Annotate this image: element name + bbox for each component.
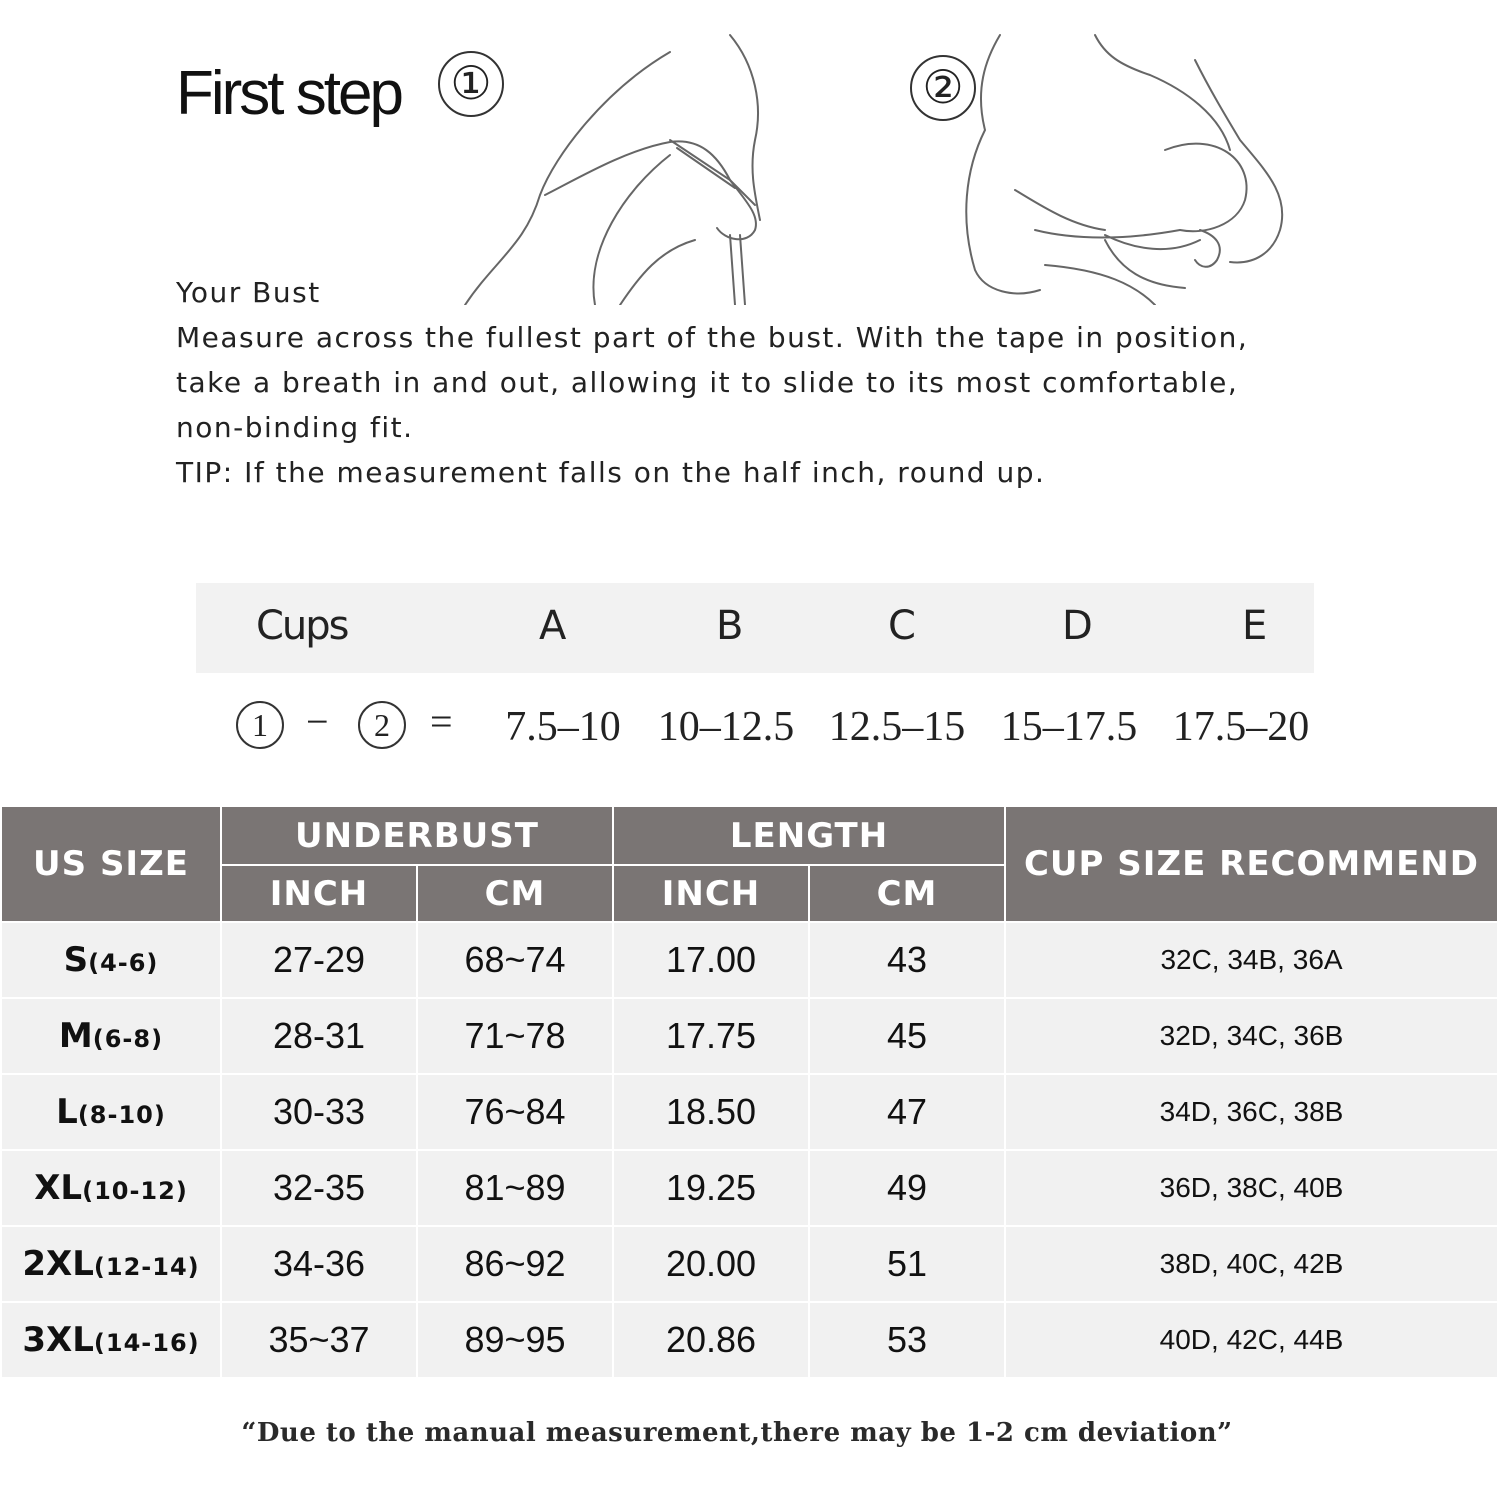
cup-recommend-cell: 38D, 40C, 42B <box>1005 1226 1498 1302</box>
cup-range-e: 17.5–20 <box>1172 704 1310 750</box>
cups-label: Cups <box>256 603 348 649</box>
cup-recommend-cell: 32C, 34B, 36A <box>1005 922 1498 998</box>
size-label: 3XL(14-16) <box>1 1302 221 1378</box>
cup-recommend-cell: 40D, 42C, 44B <box>1005 1302 1498 1378</box>
size-table <box>0 805 1499 1379</box>
length-cm-cell: 43 <box>809 922 1005 998</box>
table-row <box>1 1302 1498 1378</box>
cup-a: A <box>539 603 567 649</box>
step-title: First step <box>176 59 401 128</box>
bust-measure-illustration <box>455 30 805 305</box>
instructions <box>176 270 1326 495</box>
size-label: S(4-6) <box>1 922 221 998</box>
cup-recommend-cell: 36D, 38C, 40B <box>1005 1150 1498 1226</box>
underbust-inch-cell: 34-36 <box>221 1226 417 1302</box>
step-marker-2: ② <box>910 55 976 121</box>
table-row <box>1 998 1498 1074</box>
table-row <box>1 1074 1498 1150</box>
cup-range-b: 10–12.5 <box>657 704 795 750</box>
formula-marker-1: 1 <box>236 697 284 749</box>
cup-e: E <box>1242 603 1268 649</box>
underbust-inch-cell: 27-29 <box>221 922 417 998</box>
cup-recommend-cell: 34D, 36C, 38B <box>1005 1074 1498 1150</box>
length-cm-cell: 47 <box>809 1074 1005 1150</box>
length-inch-cell: 17.75 <box>613 998 809 1074</box>
cup-range-d: 15–17.5 <box>1000 704 1138 750</box>
size-label: 2XL(12-14) <box>1 1226 221 1302</box>
underbust-cm-cell: 81~89 <box>417 1150 613 1226</box>
size-label: M(6-8) <box>1 998 221 1074</box>
header-underbust-cm: CM <box>417 865 613 922</box>
header-underbust: UNDERBUST <box>221 806 613 865</box>
cup-range-c: 12.5–15 <box>828 704 966 750</box>
cup-d: D <box>1062 603 1093 649</box>
underbust-measure-illustration <box>955 30 1295 305</box>
formula-equals: = <box>430 699 453 744</box>
header-us-size: US SIZE <box>1 806 221 922</box>
length-cm-cell: 53 <box>809 1302 1005 1378</box>
underbust-cm-cell: 68~74 <box>417 922 613 998</box>
underbust-cm-cell: 86~92 <box>417 1226 613 1302</box>
formula-marker-2: 2 <box>358 697 406 749</box>
underbust-cm-cell: 71~78 <box>417 998 613 1074</box>
step-marker-1: ① <box>438 51 504 117</box>
cup-b: B <box>716 603 744 649</box>
cup-recommend-cell: 32D, 34C, 36B <box>1005 998 1498 1074</box>
cup-c: C <box>888 603 916 649</box>
cup-header-band <box>196 583 1314 673</box>
deviation-note: “Due to the manual measurement,there may be 1-2 cm deviation” <box>241 1418 1233 1448</box>
underbust-cm-cell: 76~84 <box>417 1074 613 1150</box>
header-length-inch: INCH <box>613 865 809 922</box>
table-row <box>1 1226 1498 1302</box>
table-row <box>1 1150 1498 1226</box>
underbust-inch-cell: 28-31 <box>221 998 417 1074</box>
underbust-inch-cell: 30-33 <box>221 1074 417 1150</box>
underbust-inch-cell: 35~37 <box>221 1302 417 1378</box>
instructions-line-3: non-binding fit. <box>176 411 414 444</box>
underbust-cm-cell: 89~95 <box>417 1302 613 1378</box>
length-inch-cell: 20.86 <box>613 1302 809 1378</box>
length-cm-cell: 49 <box>809 1150 1005 1226</box>
size-label: L(8-10) <box>1 1074 221 1150</box>
table-row <box>1 922 1498 998</box>
length-inch-cell: 20.00 <box>613 1226 809 1302</box>
header-length-cm: CM <box>809 865 1005 922</box>
formula-minus: − <box>306 699 329 744</box>
length-inch-cell: 19.25 <box>613 1150 809 1226</box>
instructions-line-2: take a breath in and out, allowing it to slide to its most comfortable, <box>176 366 1239 399</box>
length-inch-cell: 17.00 <box>613 922 809 998</box>
underbust-inch-cell: 32-35 <box>221 1150 417 1226</box>
header-cup-recommend: CUP SIZE RECOMMEND <box>1005 806 1498 922</box>
header-underbust-inch: INCH <box>221 865 417 922</box>
instructions-tip: TIP: If the measurement falls on the half inch, round up. <box>176 456 1046 489</box>
cup-range-a: 7.5–10 <box>505 704 621 750</box>
instructions-heading: Your Bust <box>176 276 321 309</box>
length-cm-cell: 51 <box>809 1226 1005 1302</box>
header-length: LENGTH <box>613 806 1005 865</box>
size-label: XL(10-12) <box>1 1150 221 1226</box>
instructions-line-1: Measure across the fullest part of the bust. With the tape in position, <box>176 321 1249 354</box>
length-inch-cell: 18.50 <box>613 1074 809 1150</box>
length-cm-cell: 45 <box>809 998 1005 1074</box>
